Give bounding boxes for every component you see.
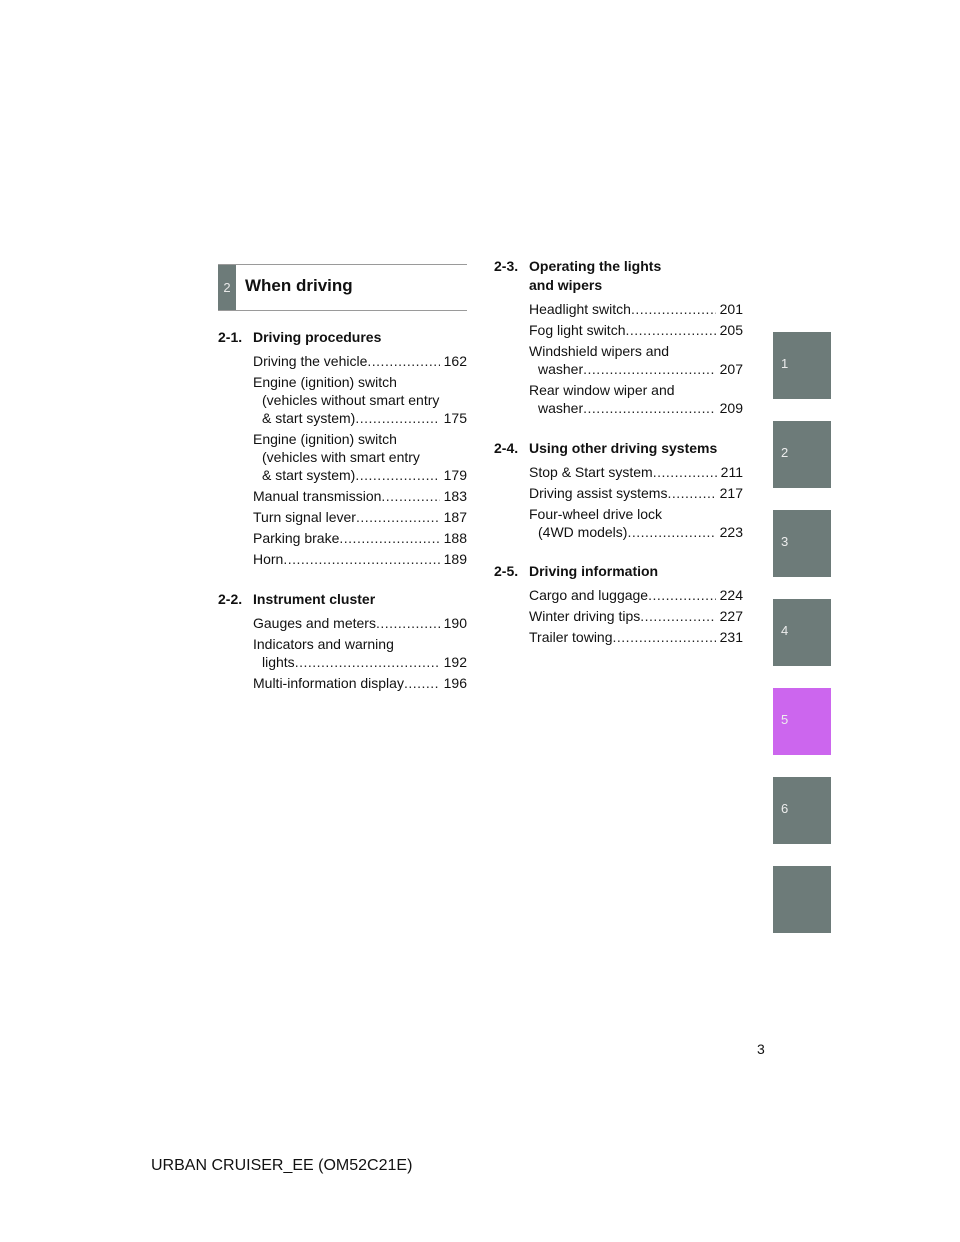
entry-text: Fog light switch	[529, 322, 626, 338]
entry-page: 227	[719, 608, 743, 624]
section-title: Instrument cluster	[253, 591, 376, 607]
entry-page: 190	[443, 615, 467, 631]
section-number: 2-3.	[494, 258, 519, 274]
toc-section-2-2	[218, 590, 467, 695]
chapter-title: When driving	[245, 276, 353, 295]
entry-page: 211	[720, 464, 743, 480]
toc-entry[interactable]	[253, 614, 467, 632]
entry-text: Trailer towing	[529, 629, 613, 645]
dot-leader	[631, 300, 716, 318]
dot-leader	[583, 360, 716, 378]
entry-text: (vehicles without smart entry	[262, 392, 440, 408]
dot-leader	[653, 463, 717, 481]
entry-page: 224	[719, 587, 743, 603]
section-title: Driving information	[529, 563, 659, 579]
entry-text: washer	[538, 361, 584, 377]
entry-text: Headlight switch	[529, 301, 631, 317]
chapter-tab-3[interactable]	[773, 510, 831, 577]
toc-entry[interactable]	[529, 505, 743, 541]
chapter-tab-label: 2	[781, 445, 789, 460]
toc-section-2-3	[494, 257, 743, 420]
entry-list	[529, 300, 743, 417]
toc-entry[interactable]	[253, 550, 467, 568]
dot-leader	[376, 614, 440, 632]
section-heading	[494, 257, 743, 295]
dot-leader	[667, 484, 715, 502]
section-number: 2-4.	[494, 440, 519, 456]
entry-text: Gauges and meters	[253, 615, 376, 631]
entry-text: Stop & Start system	[529, 464, 653, 480]
entry-text: washer	[538, 400, 584, 416]
dot-leader	[640, 607, 715, 625]
toc-entry[interactable]	[529, 628, 743, 646]
chapter-tab-label: 6	[781, 801, 789, 816]
page-number: 3	[757, 1041, 765, 1057]
entry-page: 231	[719, 629, 743, 645]
toc-entry[interactable]	[253, 674, 467, 692]
toc-entry[interactable]	[529, 463, 743, 481]
entry-list	[253, 614, 467, 692]
entry-text: Engine (ignition) switch	[253, 431, 397, 447]
dot-leader	[339, 529, 439, 547]
entry-list	[529, 586, 743, 646]
entry-text: (4WD models)	[538, 524, 628, 540]
entry-page: 205	[719, 322, 743, 338]
entry-page: 179	[443, 467, 467, 483]
section-heading	[218, 590, 467, 609]
toc-entry[interactable]	[529, 484, 743, 502]
toc-entry[interactable]	[529, 342, 743, 378]
entry-text: lights	[262, 654, 295, 670]
section-title: Using other driving systems	[529, 440, 718, 456]
toc-entry[interactable]	[529, 300, 743, 318]
dot-leader	[283, 550, 439, 568]
entry-text: Four-wheel drive lock	[529, 506, 663, 522]
footer-model: URBAN CRUISER_EE (OM52C21E)	[151, 1157, 413, 1174]
chapter-tab-2[interactable]	[773, 421, 831, 488]
chapter-header	[218, 264, 467, 311]
dot-leader	[648, 586, 716, 604]
entry-text: Cargo and luggage	[529, 587, 649, 603]
section-title: Driving procedures	[253, 329, 382, 345]
entry-page: 217	[719, 485, 743, 501]
chapter-tab-6[interactable]	[773, 777, 831, 844]
dot-leader	[367, 352, 439, 370]
entry-text: Winter driving tips	[529, 608, 641, 624]
toc-entry[interactable]	[529, 321, 743, 339]
dot-leader	[295, 653, 440, 671]
chapter-tab-7[interactable]	[773, 866, 831, 933]
section-heading	[494, 439, 743, 458]
dot-leader	[355, 409, 439, 427]
toc-section-2-5	[494, 562, 743, 649]
entry-page: 162	[443, 353, 467, 369]
entry-page: 175	[443, 410, 467, 426]
chapter-tab-4[interactable]	[773, 599, 831, 666]
chapter-tab-label: 1	[781, 356, 789, 371]
entry-text: Driving assist systems	[529, 485, 668, 501]
chapter-number: 2	[218, 265, 236, 310]
entry-page: 187	[443, 509, 467, 525]
entry-page: 201	[719, 301, 743, 317]
entry-list	[529, 463, 743, 541]
entry-page: 189	[443, 551, 467, 567]
toc-entry[interactable]	[253, 430, 467, 484]
chapter-tab-1[interactable]	[773, 332, 831, 399]
toc-entry[interactable]	[529, 607, 743, 625]
toc-section-2-1	[218, 328, 467, 571]
toc-entry[interactable]	[253, 508, 467, 526]
entry-page: 192	[443, 654, 467, 670]
dot-leader	[627, 523, 715, 541]
entry-text: Horn	[253, 551, 284, 567]
chapter-tab-label: 5	[781, 712, 789, 727]
toc-entry[interactable]	[253, 635, 467, 671]
section-number: 2-2.	[218, 591, 243, 607]
entry-list	[253, 352, 467, 568]
entry-page: 183	[443, 488, 467, 504]
dot-leader	[613, 628, 716, 646]
dot-leader	[355, 466, 439, 484]
chapter-tab-5[interactable]	[773, 688, 831, 755]
section-heading	[494, 562, 743, 581]
entry-text: Parking brake	[253, 530, 340, 546]
entry-text: (vehicles with smart entry	[262, 449, 420, 465]
entry-page: 209	[719, 400, 743, 416]
dot-leader	[625, 321, 715, 339]
dot-leader	[404, 674, 440, 692]
toc-entry[interactable]	[529, 586, 743, 604]
entry-text: Windshield wipers and	[529, 343, 670, 359]
entry-page: 188	[443, 530, 467, 546]
section-title: Operating the lights and wipers	[529, 258, 662, 293]
dot-leader	[356, 508, 440, 526]
toc-entry[interactable]	[253, 487, 467, 505]
dot-leader	[381, 487, 439, 505]
chapter-tab-label: 4	[781, 623, 789, 638]
entry-text: Manual transmission	[253, 488, 382, 504]
section-heading	[218, 328, 467, 347]
entry-text: Driving the vehicle	[253, 353, 368, 369]
entry-text: & start system)	[262, 467, 356, 483]
section-number: 2-5.	[494, 563, 519, 579]
toc-entry[interactable]	[253, 352, 467, 370]
entry-text: Indicators and warning	[253, 636, 394, 652]
chapter-tab-label: 3	[781, 534, 789, 549]
toc-entry[interactable]	[253, 529, 467, 547]
entry-page: 207	[719, 361, 743, 377]
section-number: 2-1.	[218, 329, 243, 345]
entry-text: & start system)	[262, 410, 356, 426]
entry-text: Multi-information display	[253, 675, 404, 691]
toc-entry[interactable]	[529, 381, 743, 417]
toc-section-2-4	[494, 439, 743, 544]
dot-leader	[583, 399, 716, 417]
entry-text: Engine (ignition) switch	[253, 374, 397, 390]
entry-page: 196	[443, 675, 467, 691]
entry-text: Rear window wiper and	[529, 382, 675, 398]
entry-page: 223	[719, 524, 743, 540]
entry-text: Turn signal lever	[253, 509, 356, 525]
toc-entry[interactable]	[253, 373, 467, 427]
